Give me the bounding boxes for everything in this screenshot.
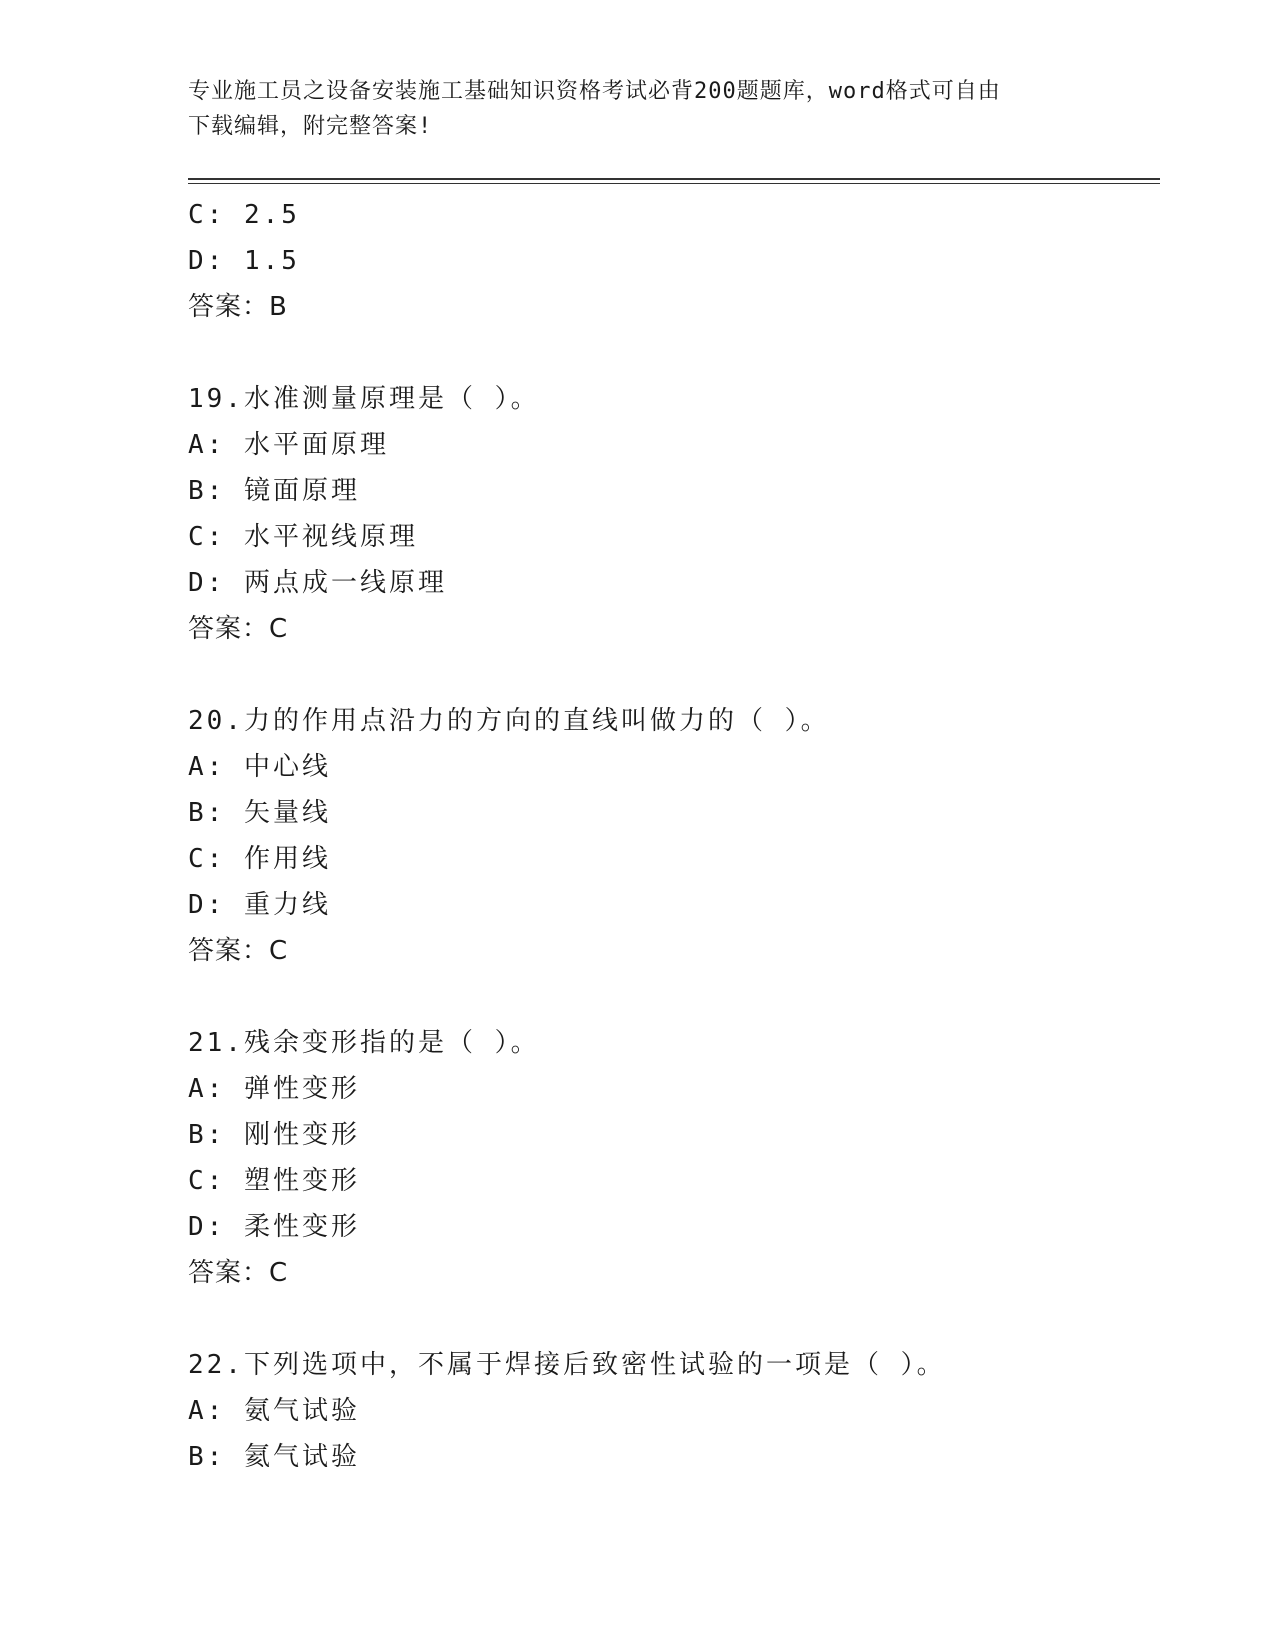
option-b: B: 矢量线 (188, 798, 331, 828)
spacer (188, 974, 1148, 1020)
option-c: C: 水平视线原理 (188, 522, 418, 552)
question-22 (188, 1342, 1148, 1480)
question-list (188, 192, 1148, 1480)
header-divider-thick (188, 178, 1160, 180)
option-b: B: 氦气试验 (188, 1442, 360, 1472)
option-d: D: 两点成一线原理 (188, 568, 447, 598)
spacer (188, 1296, 1148, 1342)
question-20 (188, 698, 1148, 974)
header-divider-thin (188, 183, 1160, 184)
option-c: C: 2.5 (188, 200, 300, 230)
answer: 答案：C (188, 1258, 289, 1288)
option-d: D: 柔性变形 (188, 1212, 360, 1242)
answer: 答案：C (188, 614, 289, 644)
question-stem: 19.水准测量原理是（ ）。 (188, 384, 540, 414)
option-a: A: 氨气试验 (188, 1396, 360, 1426)
header-title-line-1: 专业施工员之设备安装施工基础知识资格考试必背200题题库，word格式可自由 (188, 79, 1001, 104)
answer: 答案：C (188, 936, 289, 966)
question-18-continued (188, 192, 1148, 330)
option-d: D: 重力线 (188, 890, 331, 920)
spacer (188, 330, 1148, 376)
document-header (188, 74, 1088, 144)
option-a: A: 弹性变形 (188, 1074, 360, 1104)
question-21 (188, 1020, 1148, 1296)
option-c: C: 作用线 (188, 844, 331, 874)
question-stem: 21.残余变形指的是（ ）。 (188, 1028, 540, 1058)
option-c: C: 塑性变形 (188, 1166, 360, 1196)
option-b: B: 镜面原理 (188, 476, 360, 506)
question-stem: 20.力的作用点沿力的方向的直线叫做力的（ ）。 (188, 706, 830, 736)
question-stem: 22.下列选项中，不属于焊接后致密性试验的一项是（ ）。 (188, 1350, 946, 1380)
option-d: D: 1.5 (188, 246, 300, 276)
option-a: A: 中心线 (188, 752, 331, 782)
option-a: A: 水平面原理 (188, 430, 389, 460)
question-19 (188, 376, 1148, 652)
answer: 答案：B (188, 292, 288, 322)
option-b: B: 刚性变形 (188, 1120, 360, 1150)
header-title-line-2: 下载编辑，附完整答案! (188, 114, 433, 139)
spacer (188, 652, 1148, 698)
